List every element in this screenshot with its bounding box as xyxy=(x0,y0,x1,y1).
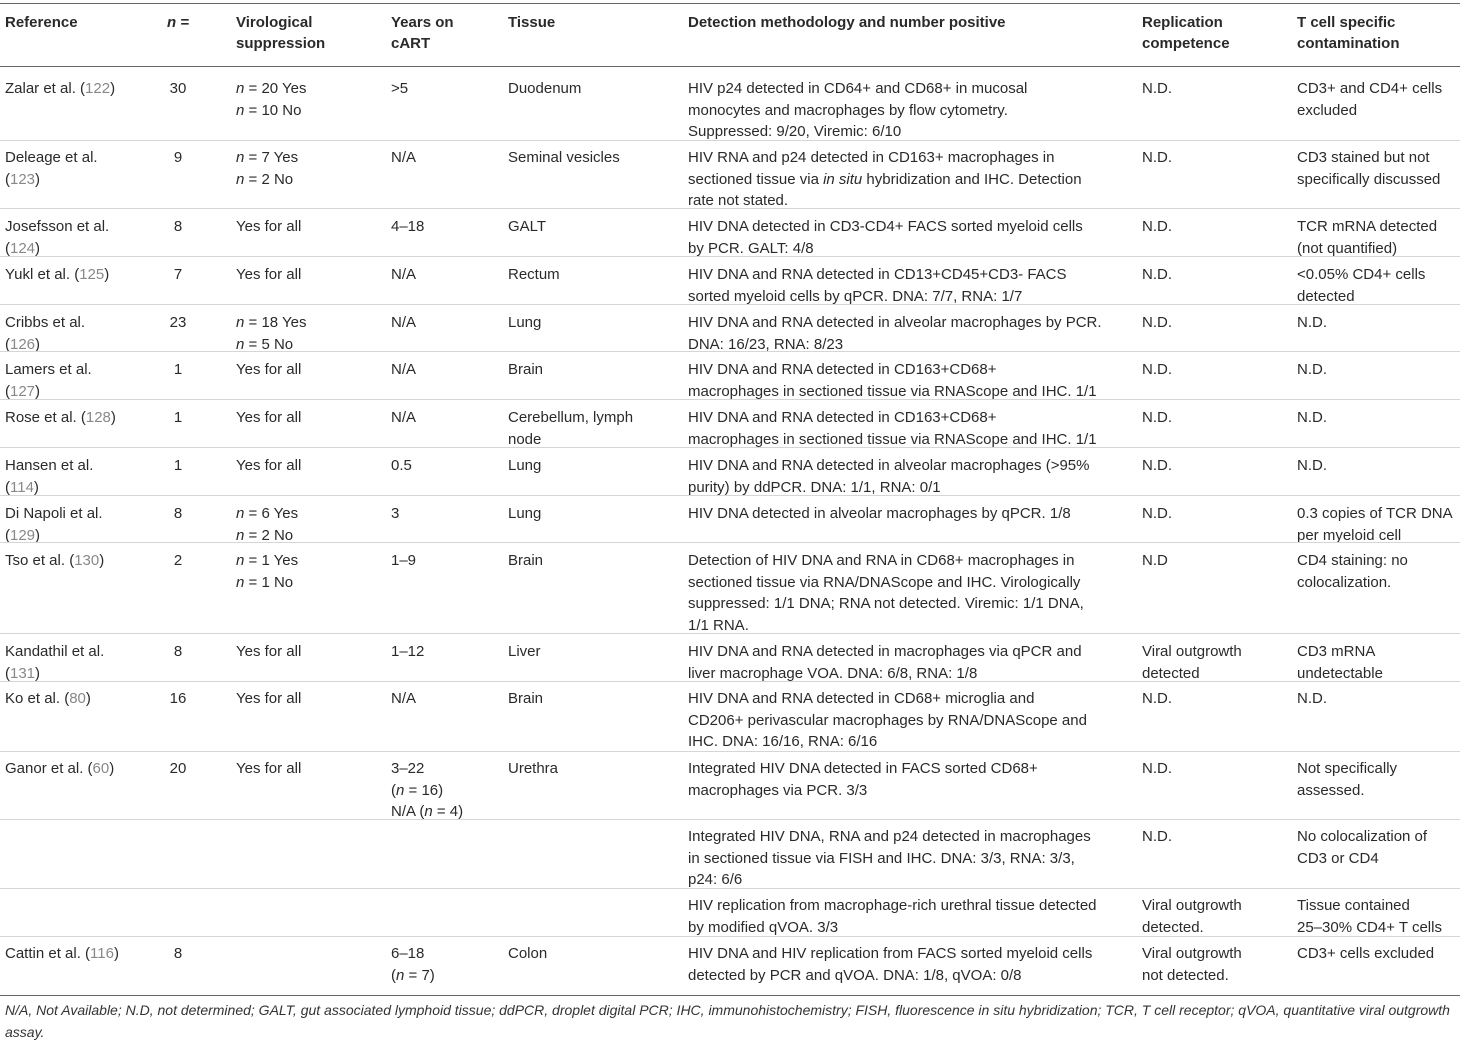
cell-replication: N.D. xyxy=(1142,80,1172,97)
cell-reference: Ganor et al. (60) xyxy=(5,760,115,777)
citation-link[interactable]: 122 xyxy=(85,80,111,97)
cell-years: 6–18 (n = 7) xyxy=(391,945,435,984)
cell-detection: Integrated HIV DNA detected in FACS sorted CD68+ macrophages via PCR. 3/3 xyxy=(688,760,1038,799)
citation-link[interactable]: 130 xyxy=(74,552,100,569)
cell-detection: HIV replication from macrophage-rich urethral tissue detected by modified qVOA. 3/3 xyxy=(688,897,1097,936)
citation-link[interactable]: 131 xyxy=(10,664,36,682)
cell-n: 8 xyxy=(173,945,183,962)
cell-years: 1–12 xyxy=(391,643,425,660)
cell-tissue: Brain xyxy=(508,690,544,707)
cell-tissue: Colon xyxy=(508,945,548,962)
table-rule xyxy=(0,995,1460,996)
cell-suppression: Yes for all xyxy=(236,266,302,283)
row-divider xyxy=(0,751,1460,752)
citation-link[interactable]: 123 xyxy=(10,170,36,188)
header-n xyxy=(158,12,198,33)
cell-years: 1–9 xyxy=(391,552,417,569)
cell-tissue: Brain xyxy=(508,552,544,569)
row-divider xyxy=(0,819,1460,820)
cell-contamination: Not specifically assessed. xyxy=(1297,760,1398,799)
cell-contamination: 0.3 copies of TCR DNA per myeloid cell xyxy=(1297,505,1453,544)
cell-suppression: Yes for all xyxy=(236,760,302,777)
cell-reference: Hansen et al. (114) xyxy=(5,457,94,496)
cell-years: 4–18 xyxy=(391,218,425,235)
cell-detection: HIV DNA and HIV replication from FACS sorted myeloid cells detected by PCR and qVOA. DNA: 1/8, qVOA: 0/8 xyxy=(688,945,1093,984)
table-footnote: N/A, Not Available; N.D, not determined; GALT, gut associated lymphoid tissue; ddPCR, droplet digital PCR; IHC, immunohistochemistry; FISH, fluorescence in situ hybridization; TCR, T cell receptor; qVOA, quantitative viral outgrowth assay. xyxy=(5,1002,1450,1040)
cell-n: 2 xyxy=(173,552,183,569)
cell-contamination: TCR mRNA detected (not quantified) xyxy=(1297,218,1438,257)
cell-suppression: n = 1 Yes n = 1 No xyxy=(236,552,299,591)
cell-years: N/A xyxy=(391,361,417,378)
cell-tissue: Liver xyxy=(508,643,541,660)
row-divider xyxy=(0,447,1460,448)
cell-reference: Cribbs et al. (126) xyxy=(5,314,86,353)
cell-replication: N.D. xyxy=(1142,409,1172,426)
row-divider xyxy=(0,399,1460,400)
cell-replication: Viral outgrowth detected xyxy=(1142,643,1242,682)
citation-link[interactable]: 126 xyxy=(10,335,36,353)
row-divider xyxy=(0,208,1460,209)
row-divider xyxy=(0,304,1460,305)
cell-contamination: No colocalization of CD3 or CD4 xyxy=(1297,828,1428,867)
cell-reference: Tso et al. (130) xyxy=(5,552,105,569)
cell-n: 7 xyxy=(173,266,183,283)
row-divider xyxy=(0,542,1460,543)
cell-n: 8 xyxy=(173,505,183,522)
cell-contamination: <0.05% CD4+ cells detected xyxy=(1297,266,1426,305)
cell-suppression: Yes for all xyxy=(236,218,302,235)
header-reference: Reference xyxy=(5,14,78,31)
cell-detection: HIV DNA and RNA detected in alveolar macrophages by PCR. DNA: 16/23, RNA: 8/23 xyxy=(688,314,1102,353)
cell-years: N/A xyxy=(391,149,417,166)
cell-suppression: Yes for all xyxy=(236,690,302,707)
citation-link[interactable]: 80 xyxy=(69,690,86,707)
cell-contamination: CD3+ cells excluded xyxy=(1297,945,1435,962)
citation-link[interactable]: 129 xyxy=(10,526,36,544)
cell-suppression: n = 7 Yes n = 2 No xyxy=(236,149,299,188)
cell-suppression: Yes for all xyxy=(236,409,302,426)
cell-detection: HIV DNA detected in alveolar macrophages by qPCR. 1/8 xyxy=(688,505,1071,522)
cell-contamination: N.D. xyxy=(1297,361,1327,378)
cell-reference: Yukl et al. (125) xyxy=(5,266,110,283)
cell-tissue: GALT xyxy=(508,218,547,235)
cell-replication: N.D. xyxy=(1142,361,1172,378)
cell-tissue: Duodenum xyxy=(508,80,582,97)
cell-contamination: CD3+ and CD4+ cells excluded xyxy=(1297,80,1443,119)
cell-n: 8 xyxy=(173,218,183,235)
cell-replication: N.D. xyxy=(1142,828,1172,845)
cell-tissue: Cerebellum, lymph node xyxy=(508,409,634,448)
cell-detection: HIV DNA and RNA detected in alveolar macrophages (>95% purity) by ddPCR. DNA: 1/1, RNA: 0/1 xyxy=(688,457,1090,496)
cell-years: N/A xyxy=(391,314,417,331)
cell-tissue: Urethra xyxy=(508,760,559,777)
table-rule xyxy=(0,3,1460,4)
cell-n: 20 xyxy=(169,760,187,777)
cell-contamination: N.D. xyxy=(1297,690,1327,707)
header-years: Years on cART xyxy=(391,14,454,52)
cell-replication: N.D. xyxy=(1142,314,1172,331)
citation-link[interactable]: 125 xyxy=(79,266,105,283)
row-divider xyxy=(0,351,1460,352)
cell-contamination: CD4 staining: no colocalization. xyxy=(1297,552,1408,591)
cell-tissue: Lung xyxy=(508,314,542,331)
cell-reference: Cattin et al. (116) xyxy=(5,945,119,962)
cell-years: 3 xyxy=(391,505,400,522)
cell-n: 23 xyxy=(169,314,187,331)
citation-link[interactable]: 60 xyxy=(92,760,110,777)
cell-contamination: N.D. xyxy=(1297,457,1327,474)
row-divider xyxy=(0,681,1460,682)
cell-detection: HIV RNA and p24 detected in CD163+ macrophages in sectioned tissue via in situ hybridization and IHC. Detection rate not stated. xyxy=(688,149,1082,209)
citation-link[interactable]: 116 xyxy=(90,945,114,962)
table-rule xyxy=(0,66,1460,67)
cell-suppression: Yes for all xyxy=(236,361,302,378)
cell-suppression: n = 6 Yes n = 2 No xyxy=(236,505,299,544)
cell-detection: Integrated HIV DNA, RNA and p24 detected in macrophages in sectioned tissue via FISH and IHC. DNA: 3/3, RNA: 3/3, p24: 6/6 xyxy=(688,828,1091,888)
cell-n: 1 xyxy=(173,361,183,378)
cell-replication: N.D xyxy=(1142,552,1168,569)
cell-n: 16 xyxy=(169,690,187,707)
cell-years: N/A xyxy=(391,690,417,707)
cell-n: 8 xyxy=(173,643,183,660)
cell-detection: HIV DNA detected in CD3-CD4+ FACS sorted myeloid cells by PCR. GALT: 4/8 xyxy=(688,218,1083,257)
cell-reference: Ko et al. (80) xyxy=(5,690,91,707)
cell-detection: HIV DNA and RNA detected in CD13+CD45+CD3- FACS sorted myeloid cells by qPCR. DNA: 7/7, RNA: 1/7 xyxy=(688,266,1067,305)
cell-n: 9 xyxy=(173,149,183,166)
cell-tissue: Lung xyxy=(508,505,542,522)
header-tissue: Tissue xyxy=(508,14,556,31)
header-suppression: Virological suppression xyxy=(236,14,326,52)
cell-reference: Rose et al. (128) xyxy=(5,409,116,426)
cell-years: >5 xyxy=(391,80,409,97)
header-n-symbol: n = xyxy=(166,14,190,31)
cell-reference: Kandathil et al. (131) xyxy=(5,643,105,682)
cell-replication: Viral outgrowth detected. xyxy=(1142,897,1242,936)
cell-years: 0.5 xyxy=(391,457,412,474)
cell-years: N/A xyxy=(391,266,417,283)
cell-replication: N.D. xyxy=(1142,760,1172,777)
cell-detection: HIV DNA and RNA detected in CD68+ microglia and CD206+ perivascular macrophages by RNA/DNAScope and IHC. DNA: 16/16, RNA: 6/16 xyxy=(688,690,1087,750)
cell-contamination: N.D. xyxy=(1297,314,1327,331)
header-contamination: T cell specific contamination xyxy=(1297,14,1400,52)
header-detection: Detection methodology and number positive xyxy=(688,14,1006,31)
header-replication: Replication competence xyxy=(1142,14,1230,52)
row-divider xyxy=(0,140,1460,141)
citation-link[interactable]: 127 xyxy=(10,382,36,400)
cell-tissue: Lung xyxy=(508,457,542,474)
cell-replication: N.D. xyxy=(1142,149,1172,166)
cell-detection: HIV DNA and RNA detected in macrophages via qPCR and liver macrophage VOA. DNA: 6/8, RNA: 1/8 xyxy=(688,643,1082,682)
cell-detection: HIV DNA and RNA detected in CD163+CD68+ macrophages in sectioned tissue via RNAScope and IHC. 1/1 xyxy=(688,361,1097,400)
cell-contamination: CD3 mRNA undetectable xyxy=(1297,643,1383,682)
cell-tissue: Brain xyxy=(508,361,544,378)
row-divider xyxy=(0,495,1460,496)
citation-link[interactable]: 128 xyxy=(85,409,111,426)
cell-detection: HIV DNA and RNA detected in CD163+CD68+ macrophages in sectioned tissue via RNAScope and IHC. 1/1 xyxy=(688,409,1097,448)
citation-link[interactable]: 124 xyxy=(10,239,36,257)
cell-replication: N.D. xyxy=(1142,505,1172,522)
cell-years: 3–22 (n = 16) N/A (n = 4) xyxy=(391,760,464,820)
cell-suppression: n = 18 Yes n = 5 No xyxy=(236,314,307,353)
cell-tissue: Seminal vesicles xyxy=(508,149,620,166)
cell-n: 1 xyxy=(173,409,183,426)
cell-replication: N.D. xyxy=(1142,218,1172,235)
cell-reference: Lamers et al. (127) xyxy=(5,361,92,400)
cell-suppression: Yes for all xyxy=(236,457,302,474)
cell-contamination: CD3 stained but not specifically discussed xyxy=(1297,149,1441,188)
row-divider xyxy=(0,256,1460,257)
cell-replication: N.D. xyxy=(1142,266,1172,283)
row-divider xyxy=(0,633,1460,634)
cell-replication: N.D. xyxy=(1142,457,1172,474)
cell-n: 1 xyxy=(173,457,183,474)
cell-contamination: Tissue contained 25–30% CD4+ T cells xyxy=(1297,897,1442,936)
row-divider xyxy=(0,888,1460,889)
cell-replication: N.D. xyxy=(1142,690,1172,707)
cell-reference: Zalar et al. (122) xyxy=(5,80,116,97)
cell-years: N/A xyxy=(391,409,417,426)
cell-replication: Viral outgrowth not detected. xyxy=(1142,945,1242,984)
cell-contamination: N.D. xyxy=(1297,409,1327,426)
cell-n: 30 xyxy=(169,80,187,97)
row-divider xyxy=(0,936,1460,937)
cell-tissue: Rectum xyxy=(508,266,560,283)
cell-detection: Detection of HIV DNA and RNA in CD68+ macrophages in sectioned tissue via RNA/DNAScope and IHC. Virologically suppressed: 1/1 DNA; RNA not detected. Viremic: 1/1 DNA, 1/1 RNA. xyxy=(688,552,1084,634)
cell-suppression: n = 20 Yes n = 10 No xyxy=(236,80,307,119)
cell-reference: Deleage et al. (123) xyxy=(5,149,98,188)
cell-detection: HIV p24 detected in CD64+ and CD68+ in mucosal monocytes and macrophages by flow cytometry. Suppressed: 9/20, Viremic: 6/10 xyxy=(688,80,1028,140)
citation-link[interactable]: 114 xyxy=(10,478,34,496)
cell-suppression: Yes for all xyxy=(236,643,302,660)
cell-reference: Di Napoli et al. (129) xyxy=(5,505,103,544)
cell-reference: Josefsson et al. (124) xyxy=(5,218,110,257)
